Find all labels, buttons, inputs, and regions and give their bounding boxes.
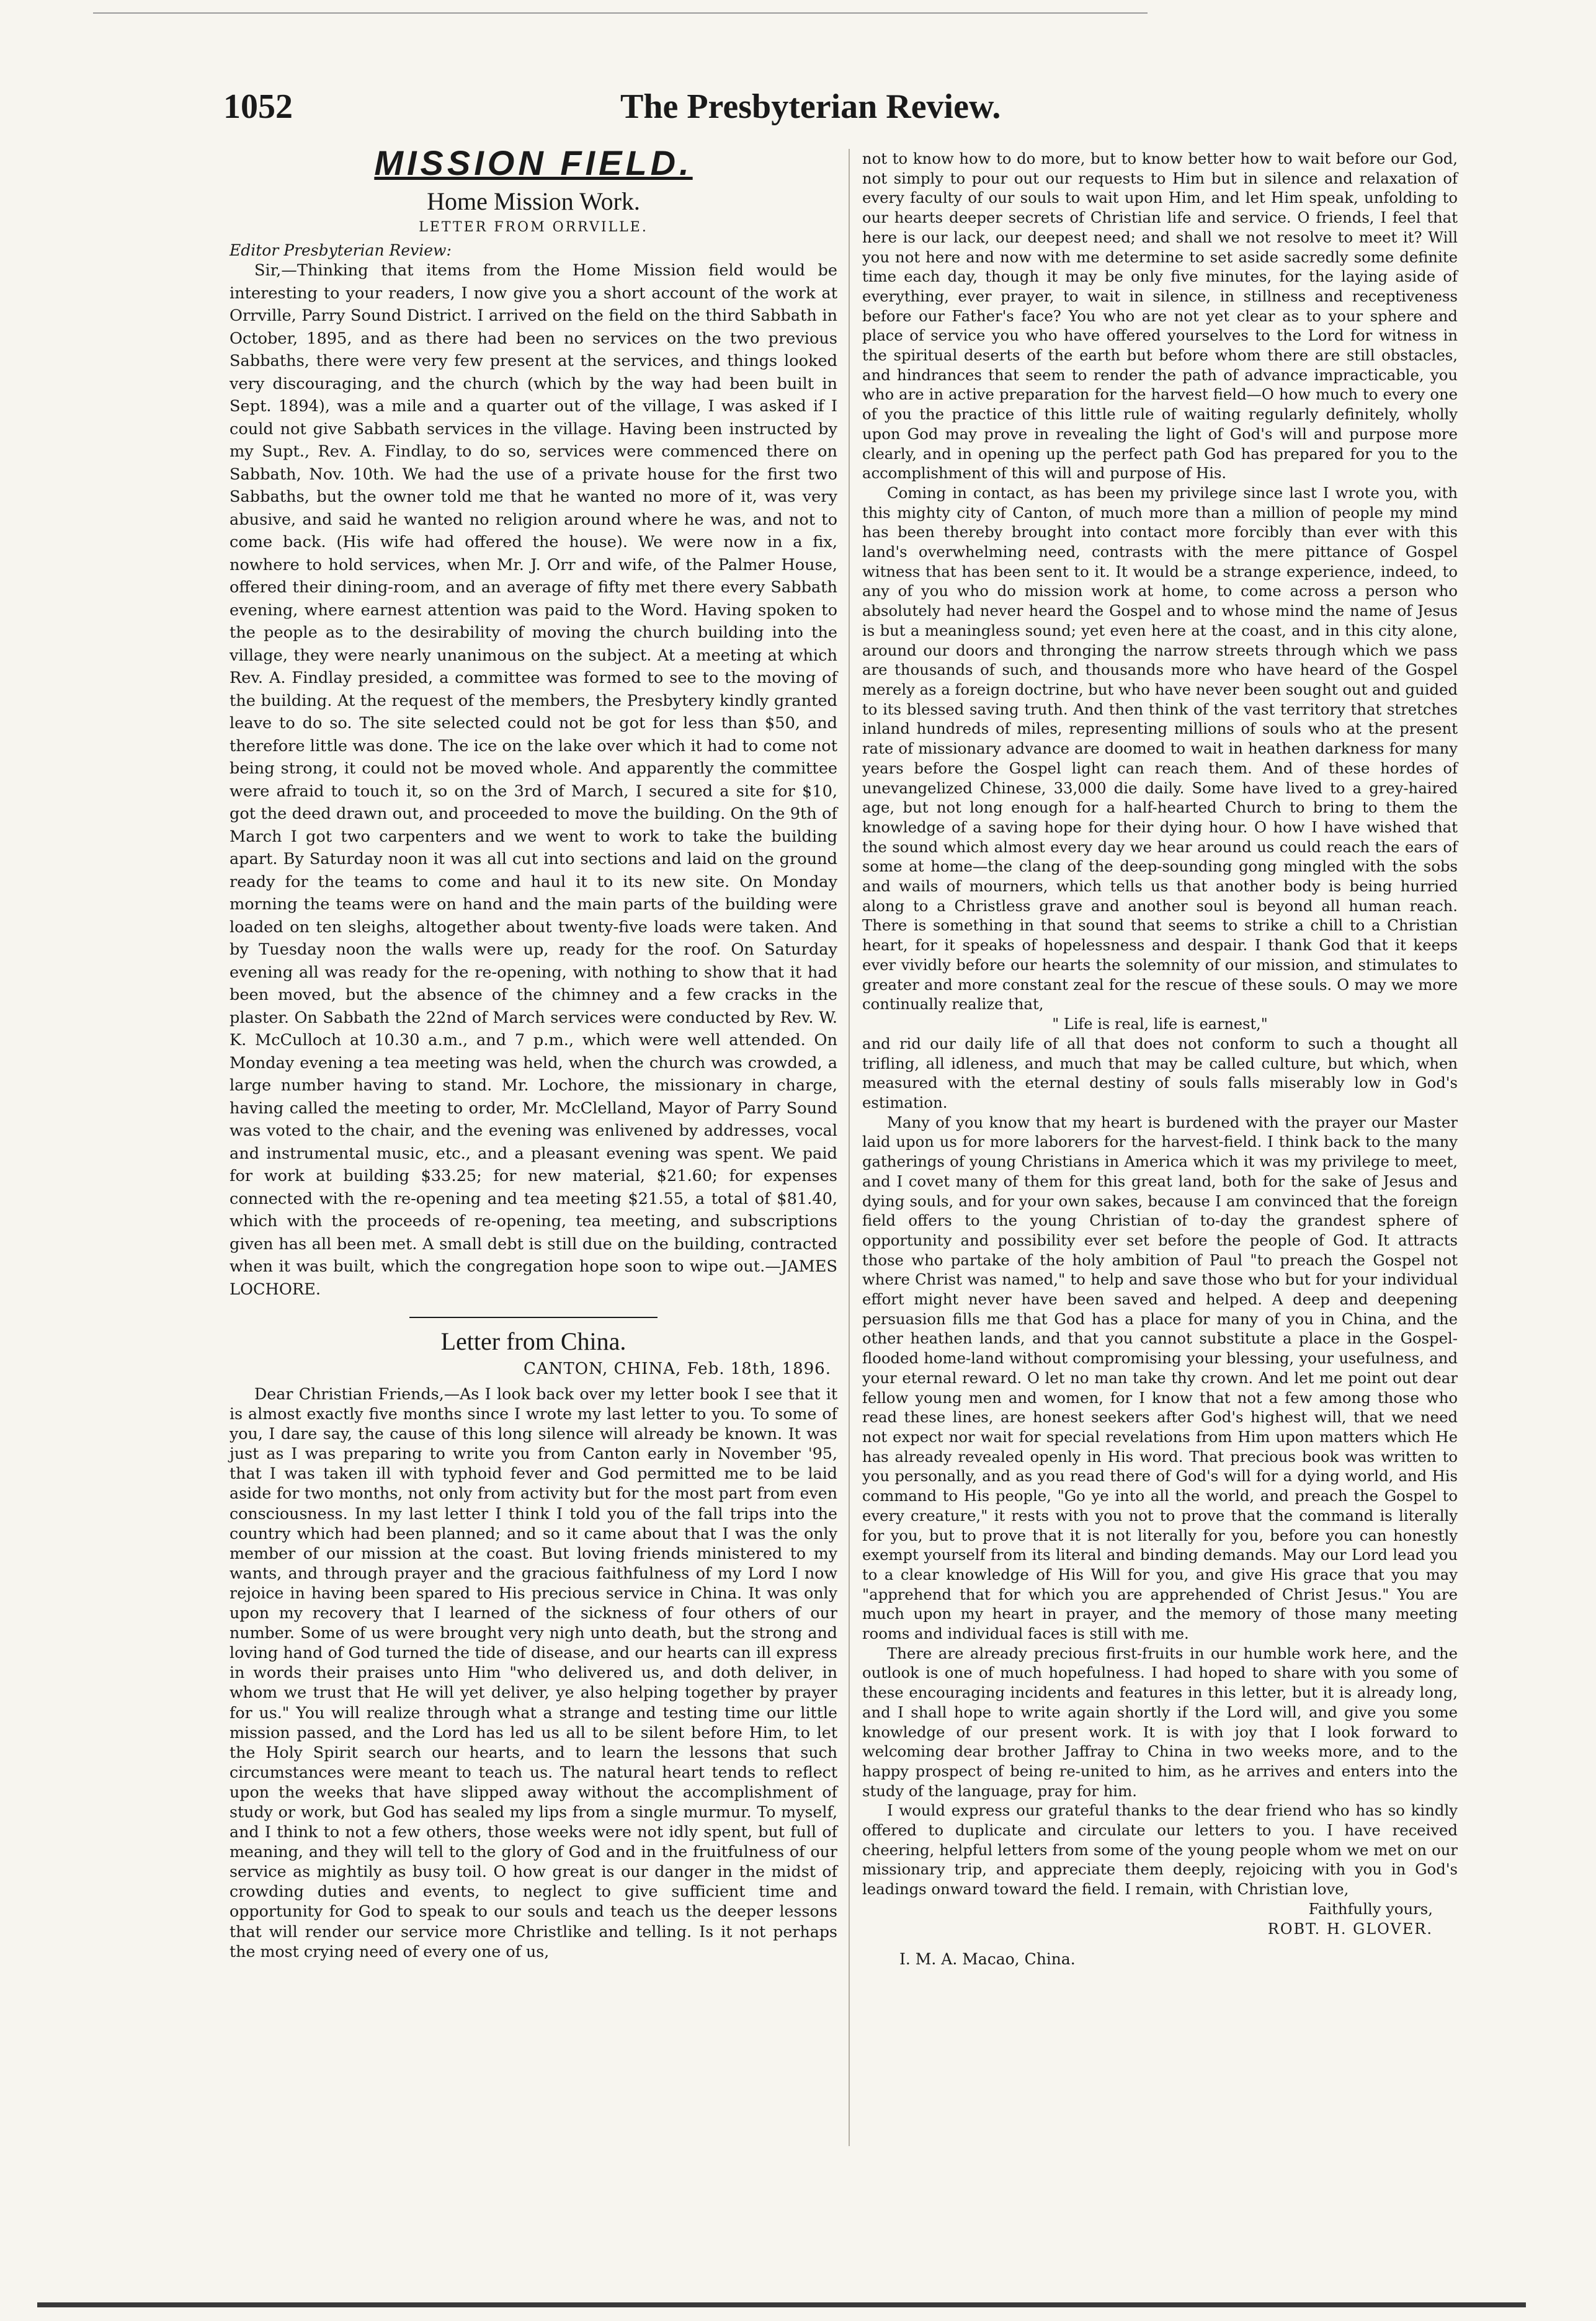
china-letter-paragraph-7: I would express our grateful thanks to the dear friend who has so kindly offered to duplicate and circulate our letters to you. I have received cheering, helpful letters from some of the young people whom we met on our missionary trip, and appreciate them deeply, rejoicing with you in God's leadings onward toward the field. I remain, with Christian love, — [862, 1801, 1458, 1899]
left-column — [230, 143, 837, 1962]
mission-address: I. M. A. Macao, China. — [899, 1949, 1076, 1968]
column-divider — [849, 149, 850, 2146]
poem-quote: " Life is real, life is earnest," — [1052, 1015, 1268, 1033]
page-number: 1052 — [223, 87, 293, 126]
journal-title: The Presbyterian Review. — [620, 87, 1001, 126]
salutation: Editor Presbyterian Review: — [230, 241, 452, 259]
orrville-letter-body — [230, 259, 837, 1301]
china-letter-title: Letter from China. — [440, 1327, 626, 1355]
top-rule — [93, 12, 1148, 14]
china-letter-paragraph-4: and rid our daily life of all that does not conform to such a thought all trifling, all idleness, and much that may be called culture, but which, when measured with the eternal destiny of souls falls miserably low in God's estimation. — [862, 1034, 1458, 1112]
section-subtitle: Home Mission Work. — [427, 187, 640, 215]
page-header — [223, 87, 1445, 136]
china-letter-paragraph-1: Dear Christian Friends,—As I look back over my letter book I see that it is almost exactly five months since I wrote my last letter to you. To some of you, I dare say, the cause of this long silence will already be known. It was just as I was preparing to write you from Canton early in November '95, that I was taken ill with typhoid fever and God permitted me to be laid aside for two months, not only from activity but for the most part from even consciousness. In my last letter I think I told you of the fall trips into the country which had been planned; and so it came about that I was the only member of our mission at the coast. But loving friends ministered to my wants, and through prayer and the gracious faithfulness of my Lord I now rejoice in having been spared to His precious service in China. It was only upon my recovery that I learned of the sickness of four others of our number. Some of us were brought very nigh unto death, but the strong and loving hand of God turned the tide of disease, and our hearts can ill express in words their praises unto Him "who delivered us, and doth deliver, in whom we trust that He will yet deliver, ye also helping together by prayer for us." You will realize through what a strange and testing time our little mission passed, and the Lord has led us all to be silent before Him, to let the Holy Spirit search our hearts, and to learn the lessons that such circumstances were meant to teach us. The natural heart tends to reflect upon the weeks that have slipped away without the accomplishment of study or work, but God has sealed my lips from a single murmur. To myself, and I think to not a few others, those weeks were not idly spent, but full of meaning, and they will tell to the glory of God and in the fruitfulness of our service as mightily as busy toil. O how great is our danger in the midst of crowding duties and events, to neglect to give sufficient time and opportunity for God to speak to our souls and teach us the deeper lessons that will render our service more Christlike and telling. Is it not perhaps the most crying need of every one of us, — [230, 1385, 837, 1961]
letter-closing — [862, 1899, 1458, 1939]
section-title: MISSION FIELD. — [374, 143, 693, 182]
letter-label: LETTER FROM ORRVILLE. — [419, 220, 648, 235]
orrville-letter-text: Sir,—Thinking that items from the Home Mission field would be interesting to your readers, I now give you a short account of the work at Orrville, Parry Sound District. I arrived on the field on the third Sabbath in October, 1895, and as there had been no services on the two previous Sabbaths, there were very few present at the services, and things looked very discouraging, and the church (which by the way had been built in Sept. 1894), was a mile and a quarter out of the village, I was asked if I could not give Sabbath services in the village. Having been instructed by my Supt., Rev. A. Findlay, to do so, services were commenced there on Sabbath, Nov. 10th. We had the use of a private house for the first two Sabbaths, but the owner told me that he wanted no more of it, was very abusive, and said he wanted no religion around where he was, and not to come back. (His wife had offered the house). We were now in a fix, nowhere to hold services, when Mr. J. Orr and wife, of the Palmer House, offered their dining-room, and an average of fifty met there every Sabbath evening, where earnest attention was paid to the Word. Having spoken to the people as to the desirability of moving the church building into the village, they were nearly unanimous on the subject. At a meeting at which Rev. A. Findlay presided, a committee was formed to see to the moving of the building. At the request of the members, the Presbytery kindly granted leave to do so. The site selected could not be got for less than $50, and therefore little was done. The ice on the lake over which it had to come not being strong, it could not be moved whole. And apparently the committee were afraid to touch it, so on the 3rd of March, I secured a site for $10, got the deed drawn out, and proceeded to move the building. On the 9th of March I got two carpenters and we went to work to take the building apart. By Saturday noon it was all cut into sections and laid on the ground ready for the teams to come and haul it to its new site. On Monday morning the teams were on hand and the main parts of the building were loaded on ten sleighs, altogether about twenty-five loads were taken. And by Tuesday noon the walls were up, ready for the roof. On Saturday evening all was ready for the re-opening, with nothing to show that it had been moved, but the absence of the chimney and a few cracks in the plaster. On Sabbath the 22nd of March services were conducted by Rev. W. K. McCulloch at 10.30 a.m., and 7 p.m., which were well attended. On Monday evening a tea meeting was held, when the church was crowded, a large number having to stand. Mr. Lochore, the missionary in charge, having called the meeting to order, Mr. McClelland, Mayor of Parry Sound was voted to the chair, and the evening was enlivened by addresses, vocal and instrumental music, etc., and a pleasant evening was spent. We paid for work at building $33.25; for new material, $21.60; for expenses connected with the re-opening and tea meeting $21.55, a total of $81.40, which with the proceeds of re-opening, tea meeting, and subscriptions given has all been met. A small debt is still due on the building, contracted when it was built, which the congregation hope soon to wipe out. — [230, 261, 837, 1276]
orrville-letter-signature: —JAMES LOCHORE. — [230, 1257, 837, 1299]
china-letter-paragraph-5: Many of you know that my heart is burdened with the prayer our Master laid upon us for more laborers for the harvest-field. I think back to the many gatherings of young Christians in America which it was my privilege to meet, and I covet many of them for this great land, both for the sake of Jesus and dying souls, and for your own sakes, because I am convinced that the foreign field offers to the young Christian of to-day the grandest sphere of opportunity and possibility ever set before the people of God. It attracts those who partake of the holy ambition of Paul "to preach the Gospel not where Christ was named," to help and save those who but for your individual effort might never have been saved and helped. A deep and deepening persuasion fills me that God has a place for many of you in China, and the other heathen lands, and that you cannot substitute a place in the Gospel-flooded home-land without compromising your blessing, your usefulness, and your eternal reward. O let no man take thy crown. And let me point out dear fellow young men and women, for I know that not a few among those who read these lines, are honest seekers after God's highest will, that we need not expect nor wait for special revelations from Him upon matters which He has already revealed openly in His word. That precious book was written to you personally, and as you read there of God's will for a dying world, and His command to His people, "Go ye into all the world, and preach the Gospel to every creature," it rests with you not to prove that the command is literally for you, but to prove that it is not literally for you, before you can honestly exempt yourself from its literal and binding demands. May our Lord lead you to a clear knowledge of His Will for you, and give His grace that you may "apprehend that for which you are apprehended of Christ Jesus." You are much upon my heart in prayer, and the memory of those many meeting rooms and individual faces is still with me. — [862, 1113, 1458, 1643]
china-letter-dateline: CANTON, CHINA, Feb. 18th, 1896. — [523, 1360, 831, 1378]
closing-phrase: Faithfully yours, — [1308, 1899, 1433, 1918]
china-letter-paragraph-3: Coming in contact, as has been my privilege since last I wrote you, with this mighty city of Canton, of much more than a million of people my mind has been thereby brought into contact more forcibly than ever with this land's overwhelming need, contrasts with the mere pittance of Gospel witness that has been sent to it. It would be a strange experience, indeed, to any of you who do mission work at home, to come across a person who absolutely had never heard the Gospel and to whose mind the name of Jesus is but a meaningless sound; yet even here at the coast, and in this city alone, around our doors and thronging the narrow streets through which we pass are thousands of such, and thousands more who have heard of the Gospel merely as a foreign doctrine, but who have never been sought out and guided to its blessed saving truth. And then think of the vast territory that stretches inland hundreds of miles, representing millions of souls who at the present rate of missionary advance are doomed to wait in heathen darkness for many years before the Gospel light can reach them. And of these hordes of unevangelized Chinese, 33,000 die daily. Some have lived to a grey-haired age, but not long enough for a half-hearted Church to bring to them the knowledge of a saving hope for their dying hour. O how I have wished that the sound which almost every day we hear around us could reach the ears of some at home—the clang of the deep-sounding gong mingled with the sobs and wails of mourners, which tells us that another body is being hurried along to a Christless grave and another soul is beyond all human reach. There is something in that sound that seems to strike a chill to a Christian heart, for it speaks of hopelessness and despair. I thank God that it keeps ever vividly before our hearts the solemnity of our mission, and stimulates to greater and more constant zeal for the rescue of these souls. O may we more continually realize that, — [862, 483, 1458, 1013]
right-column — [862, 149, 1458, 1968]
china-letter-paragraph-2: not to know how to do more, but to know better how to wait before our God, not simply to pour out our requests to Him but in silence and relaxation of every faculty of our souls to wait upon Him, and let Him speak, unfolding to our hearts deeper secrets of Christian life and service. O friends, I feel that here is our lack, our deepest need; and shall we not resolve to meet it? Will you not here and now with me determine to set aside sacredly some definite time each day, though it may be only five minutes, for the laying aside of everything, ever prayer, to wait in silence, in stillness and receptiveness before our Father's face? You who are not yet clear as to your sphere and place of service you who have offered yourselves to the Lord for witness in the spiritual deserts of the earth but before whom there are still obstacles, and hindrances that seem to render the path of advance impracticable, you who are in active preparation for the harvest field—O how much to every one of you the practice of this little rule of waiting regularly definitely, wholly upon God may prove in revealing the light of God's will and purpose more clearly, and in opening up the perfect path God has prepared for you to the accomplishment of this will and purpose of His. — [862, 149, 1458, 483]
china-letter-paragraph-6: There are already precious first-fruits in our humble work here, and the outlook is one of much hopefulness. I had hoped to share with you some of these encouraging incidents and features in this letter, but it is already long, and I shall hope to write again shortly if the Lord will, and give you some knowledge of our present work. It is with joy that I look forward to welcoming dear brother Jaffray to China in two weeks more, and to the happy prospect of being re-united to him, as he arrives and enters into the study of the language, pray for him. — [862, 1644, 1458, 1800]
article-divider — [409, 1317, 658, 1318]
china-letter-signature: ROBT. H. GLOVER. — [1267, 1920, 1433, 1938]
bottom-rule — [37, 2302, 1526, 2307]
